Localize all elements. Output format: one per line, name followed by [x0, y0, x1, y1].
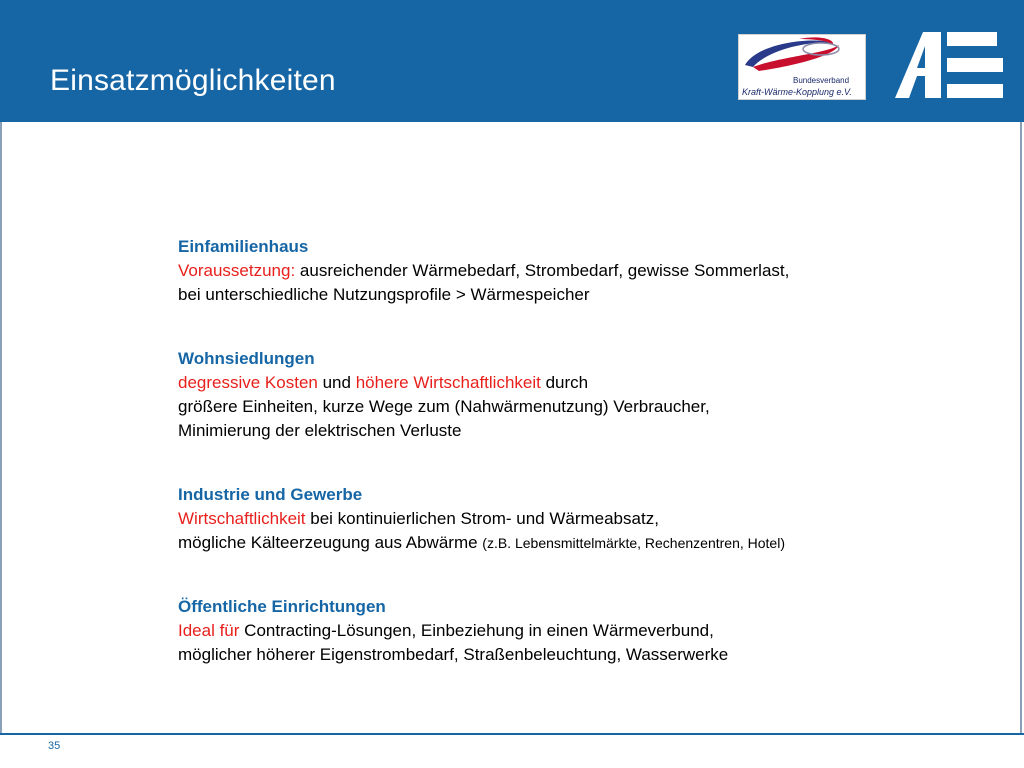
- highlight-text: Voraussetzung:: [178, 261, 296, 280]
- section-heading: Industrie und Gewerbe: [178, 485, 363, 504]
- section-line: möglicher höherer Eigenstrombedarf, Straßenbeleuchtung, Wasserwerke: [178, 645, 729, 664]
- body-text: mögliche Kälteerzeugung aus Abwärme: [178, 533, 483, 552]
- section-einfamilienhaus: [178, 235, 978, 307]
- section-heading: Einfamilienhaus: [178, 237, 309, 256]
- highlight-text: Ideal für: [178, 621, 240, 640]
- highlight-text: höhere Wirtschaftlichkeit: [355, 373, 541, 392]
- section-line: bei unterschiedliche Nutzungsprofile > Wärmespeicher: [178, 285, 590, 304]
- section-industrie: [178, 483, 978, 555]
- bkwk-logo: [738, 34, 866, 100]
- section-line: [178, 259, 978, 283]
- body-text: und: [317, 373, 356, 392]
- examples-text: (z.B. Lebensmittelmärkte, Rechenzentren, Hotel): [482, 535, 785, 551]
- page-title: Einsatzmöglichkeiten: [50, 64, 336, 97]
- section-line: [178, 507, 978, 531]
- header-bar: [0, 0, 1024, 122]
- section-line: [178, 619, 978, 643]
- frame-left: [0, 122, 2, 734]
- body-text: bei kontinuierlichen Strom- und Wärmeabsatz,: [305, 509, 659, 528]
- highlight-text: degressive Kosten: [178, 373, 318, 392]
- section-line: [178, 531, 978, 555]
- body-text: ausreichender Wärmebedarf, Strombedarf, gewisse Sommerlast,: [295, 261, 790, 280]
- section-heading: Öffentliche Einrichtungen: [178, 597, 386, 616]
- page-number: 35: [48, 740, 61, 752]
- section-oeffentliche: [178, 595, 978, 667]
- section-line: größere Einheiten, kurze Wege zum (Nahwärmenutzung) Verbraucher,: [178, 397, 710, 416]
- bkwk-logo-line1: Bundesverband: [793, 76, 850, 85]
- section-heading: Wohnsiedlungen: [178, 349, 315, 368]
- content-area: [178, 235, 978, 707]
- highlight-text: Wirtschaftlichkeit: [178, 509, 306, 528]
- ae-logo-icon: [895, 32, 1003, 98]
- bkwk-swoosh-icon: [739, 35, 865, 79]
- body-text: durch: [540, 373, 589, 392]
- section-wohnsiedlungen: [178, 347, 978, 443]
- body-text: Contracting-Lösungen, Einbeziehung in einen Wärmeverbund,: [239, 621, 714, 640]
- frame-right: [1020, 122, 1022, 734]
- footer-line: [0, 733, 1024, 735]
- section-line: Minimierung der elektrischen Verluste: [178, 421, 462, 440]
- section-line: [178, 371, 978, 395]
- bkwk-logo-line2: Kraft-Wärme-Kopplung e.V.: [742, 87, 852, 97]
